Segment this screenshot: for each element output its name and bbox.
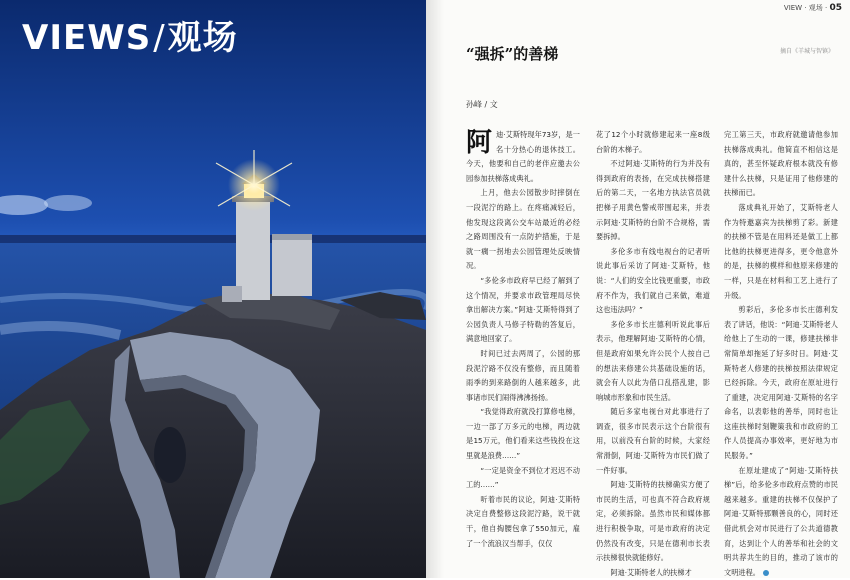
article-column-3: [724, 128, 838, 580]
paragraph-text: 随后多家电视台对此事进行了调查，很多市民表示这个台阶很有用，以前没有台阶的时候，大家经常滑倒，阿迪·艾斯特为市民们做了一件好事。: [596, 407, 710, 475]
article-paragraph: [466, 128, 580, 186]
section-chinese: 观场: [167, 18, 238, 58]
page-fold-shadow: [426, 0, 444, 578]
running-head: [784, 3, 842, 13]
running-head-text: VIEW · 观场 ·: [783, 4, 828, 12]
article-paragraph: [596, 318, 710, 406]
section-title: [22, 10, 238, 59]
paragraph-text: 在原址建成了“阿迪·艾斯特扶梯”后，给多伦多市政府点赞的市民越来越多。重建的扶梯不仅保护了阿迪·艾斯特那颗善良的心，同时还借此机会对市民进行了公共道德教育，达到让个人的善举和社会的文明共荐共生的目的，推动了该市的文明进程。: [724, 465, 838, 577]
end-mark-icon: [763, 570, 769, 576]
paragraph-text: 时间已过去两周了，公园的那段泥泞路不仅没有整修，而且随着雨季的到来路倒的人越来越多，此事诸市民们闹得沸沸扬扬。: [466, 348, 580, 402]
article-paragraph: [724, 303, 838, 464]
article-paragraph: [724, 464, 838, 580]
article-paragraph: [466, 186, 580, 274]
section-slash: /: [153, 18, 166, 58]
paragraph-text: 完工第三天，市政府就邀请他参加扶梯落成典礼。他简直不相信这是真的，甚至怀疑政府根本就没有修建什么扶梯，只是证用了他修建的扶梯而已。: [724, 130, 838, 198]
article-paragraph: [466, 347, 580, 405]
paragraph-text: 阿迪·艾斯特老人的扶梯才: [610, 567, 692, 577]
article-paragraph: [466, 493, 580, 551]
drop-cap: 阿: [466, 128, 493, 158]
article-column-2: [596, 128, 710, 580]
paragraph-text: 阿迪·艾斯特的扶梯确实方便了市民的生活，可也真不符合政府规定，必须拆除。虽然市民和媒体都进行积极争取，可是市政府的决定仍然没有改变，只是在德利市长表示扶梯很快就能修好。: [596, 480, 710, 563]
article-paragraph: [596, 245, 710, 318]
paragraph-text: “多伦多市政府早已经了解到了这个情况，并要求市政管理局尽快拿出解决方案。”阿迪·艾斯特得到了公园负责人马修子特勒的答复后，满意地回家了。: [466, 275, 580, 344]
article-paragraph: [466, 274, 580, 347]
paragraph-text: 迪·艾斯特现年73岁，是一名十分热心的退休技工。今天，他要和自己的老伴应邀去公园参加扶梯落成典礼。: [466, 130, 580, 183]
article-byline: 孙峰 / 文: [466, 100, 498, 109]
paragraph-text: “我觉得政府就没打算修电梯，一边一部了万多元的电梯，两边就是15万元，他们看来这些钱投在这里就是浪费……”: [466, 407, 580, 461]
article-paragraph: [466, 405, 580, 463]
paragraph-text: 听着市民的议论，阿迪·艾斯特决定自费整修这段泥泞路，说干就干，他自掏腰包拿了550加元，雇了一个流浪汉当帮手，仅仅: [466, 494, 580, 548]
article-headline: “强拆”的善梯: [466, 45, 559, 63]
article-paragraph: [596, 128, 710, 157]
article-paragraph: [724, 201, 838, 303]
paragraph-text: 上月，他去公园散步时摔倒在一段泥泞的路上。在疼痛减轻后，他发现这段离公交车站最近的必经之路周围没有一点防护措施，于是就一瘸一拐地去公园管理处反映情况。: [466, 188, 580, 271]
paragraph-text: 落成典礼开始了，艾斯特老人作为特邀嘉宾为扶梯剪了彩。新建的扶梯不管是在用料还是做工上都比他的扶梯更进得多，更令他意外的是，扶梯的模样和他原来修建的一样，只是在材料和工艺上进行了升级。: [724, 202, 838, 300]
article-paragraph: [596, 405, 710, 478]
page-number: 05: [829, 3, 842, 13]
lighthouse-photo: [0, 0, 426, 578]
paragraph-text: 剪彩后，多伦多市长庄德利发表了讲话，他说：“阿迪·艾斯特老人给他上了生动的一课，修建扶梯非常简单却拖延了好多时日。阿迪·艾斯特老人修建的扶梯按照法律规定已经拆除。今天，政府在原址进行了重建，决定用阿迪·艾斯特的名字命名，以表彰他的善举，同时也让这座扶梯时刻鞭策我和市政府的工作人员提高办事效率，更好地为市民服务。”: [724, 305, 838, 461]
section-latin: VIEWS: [22, 18, 152, 58]
article-paragraph: [596, 478, 710, 566]
paragraph-text: 多伦多市长庄德利听说此事后表示，他理解阿迪·艾斯特的心情，但是政府如果允许公民个人按自己的想法来修建公共基础设施的话，就会有人以此为借口乱搭乱建，影响城市形象和市民生活。: [596, 319, 710, 402]
lighthouse-scene: [0, 0, 426, 578]
article-column-1: [466, 128, 580, 551]
paragraph-text: 不过阿迪·艾斯特的行为并没有得到政府的表扬，在完成扶梯搭建后的第二天，一名地方执法官员就把梯子用黄色警戒带围起来，并表示阿迪·艾斯特的台阶不合规格，需要拆掉。: [596, 159, 710, 242]
article-paragraph: [724, 128, 838, 201]
article-paragraph: [466, 464, 580, 493]
article-source: 摘自《羊城与智镇》: [779, 48, 834, 55]
article-paragraph: [596, 157, 710, 245]
paragraph-text: 花了12个小时就修建起来一座8级台阶的木梯子。: [596, 130, 710, 154]
paragraph-text: 多伦多市有线电视台的记者听说此事后采访了阿迪·艾斯特，他说：“人们的安全比钱更重要，市政府不作为，我们就自己来做，难道这也违法吗？”: [596, 246, 710, 315]
paragraph-text: “一定是资金不到位才迟迟不动工的……”: [466, 465, 580, 490]
